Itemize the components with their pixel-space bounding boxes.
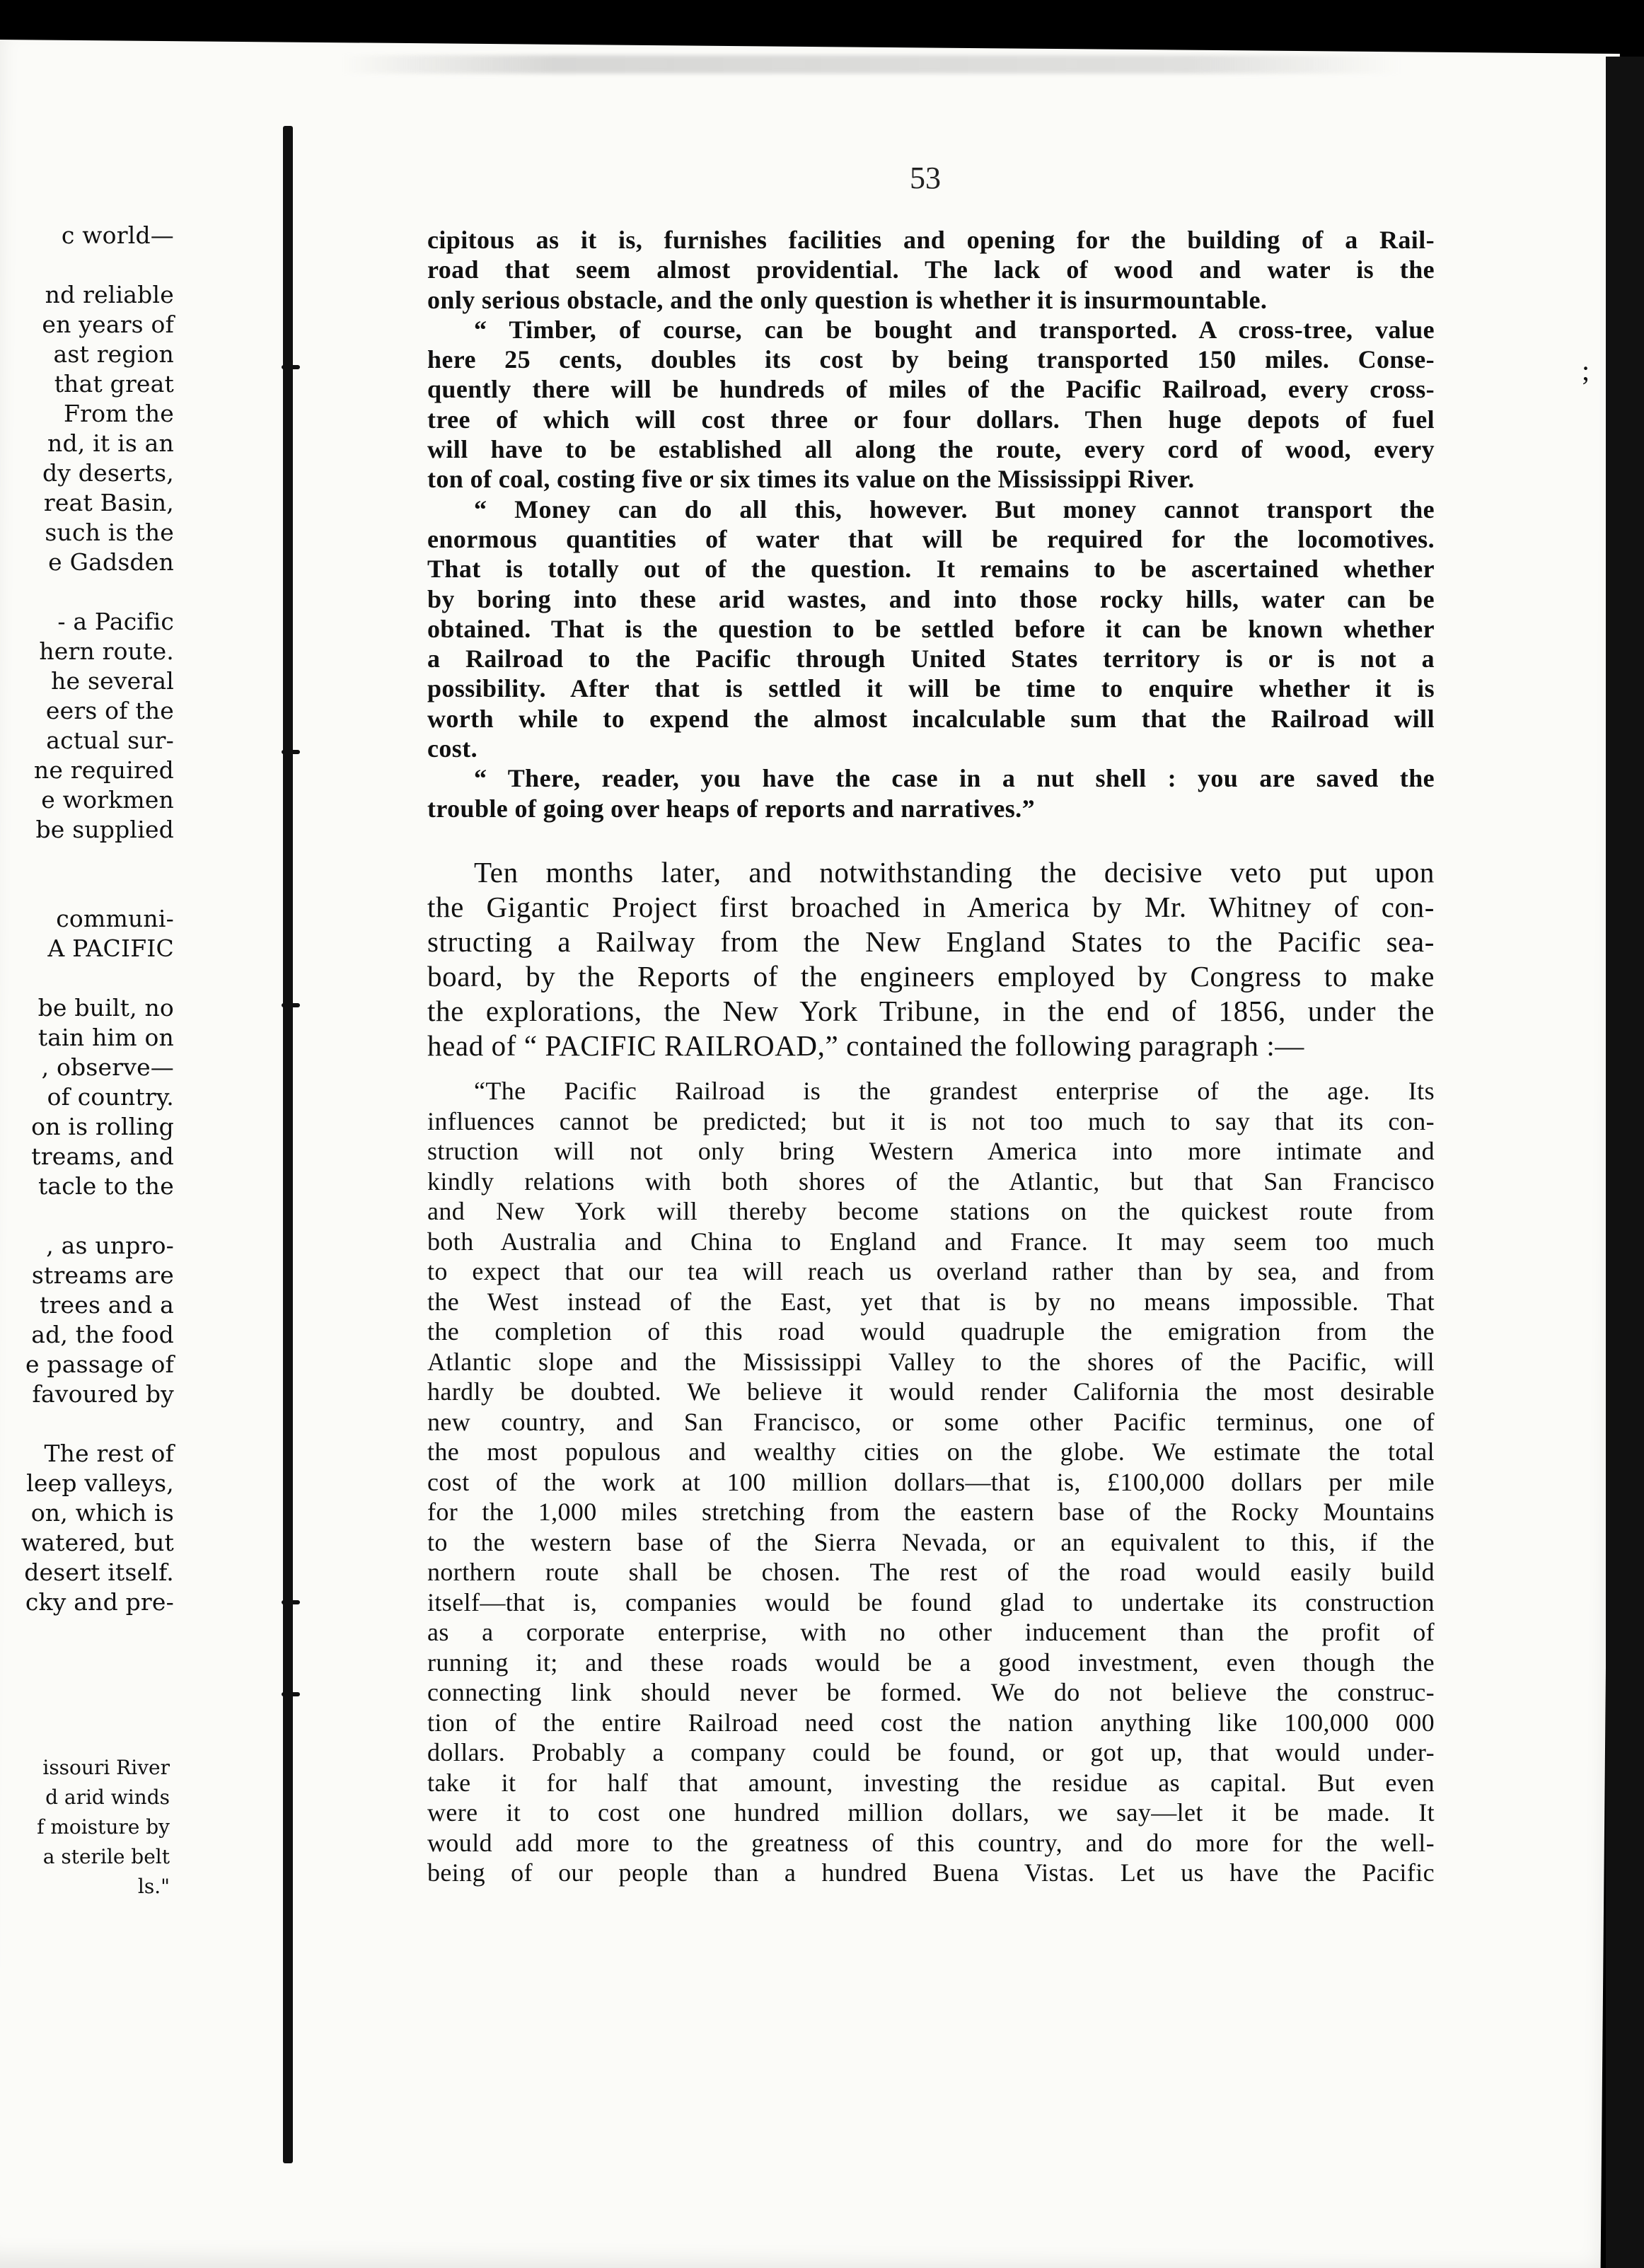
quote-line: struction will not only bring Western America into more intimate and <box>427 1137 1435 1165</box>
quoted-passage-2 <box>427 1076 1435 1888</box>
previous-page-line <box>0 874 174 904</box>
quote-line: kindly relations with both shores of the Atlantic, but that San Francisco <box>427 1167 1435 1196</box>
previous-page-line: on is rolling <box>31 1113 174 1140</box>
quote-line: quently there will be hundreds of miles of the Pacific Railroad, every cross- <box>427 375 1435 404</box>
quote-line: influences cannot be predicted; but it is not too much to say that its con- <box>427 1106 1435 1135</box>
quote-line: cost of the work at 100 million dollars—that is, £100,000 dollars per mile <box>427 1467 1435 1496</box>
quote-line: were it to cost one hundred million dollars, we say—let it be made. It <box>427 1798 1435 1827</box>
margin-mark: ; <box>1582 354 1590 386</box>
previous-page-line: on, which is <box>30 1499 174 1527</box>
quote-line: here 25 cents, doubles its cost by being transported 150 miles. Conse- <box>427 345 1435 374</box>
previous-page-line <box>0 250 174 280</box>
page-number: 53 <box>910 161 941 195</box>
quote-line: the most populous and wealthy cities on the globe. We estimate the total <box>427 1437 1435 1466</box>
quote-line: running it; and these roads would be a good investment, even though the <box>427 1648 1435 1677</box>
quote-line: will have to be established all along the route, every cord of wood, every <box>427 435 1435 464</box>
previous-page-line: e workmen <box>41 786 174 814</box>
previous-page-line: desert itself. <box>24 1558 174 1586</box>
narrative-line: board, by the Reports of the engineers employed by Congress to make <box>427 960 1435 993</box>
previous-page-line: of country. <box>47 1083 174 1111</box>
quote-line: would add more to the greatness of this country, and do more for the well- <box>427 1828 1435 1857</box>
previous-page-line: such is the <box>45 519 174 546</box>
quote-line: only serious obstacle, and the only question is whether it is insurmountable. <box>427 285 1268 314</box>
previous-page-line: ast region <box>53 340 174 368</box>
narrative-paragraph <box>427 855 1435 1063</box>
previous-page-line: hern route. <box>39 637 174 665</box>
previous-page-line: cky and pre- <box>25 1588 174 1616</box>
previous-page-line <box>0 577 174 607</box>
quote-line: both Australia and China to England and France. It may seem too much <box>427 1227 1435 1256</box>
quote-line: obtained. That is the question to be settled before it can be known whether <box>427 614 1435 643</box>
previous-page-line: he several <box>51 667 174 695</box>
quote-line: as a corporate enterprise, with no other inducement than the profit of <box>427 1618 1435 1646</box>
quote-line: possibility. After that is settled it will be time to enquire whether it is <box>427 674 1435 703</box>
previous-page-line: favoured by <box>32 1380 174 1408</box>
previous-page-line: be built, no <box>37 994 174 1022</box>
previous-page-line: that great <box>54 370 174 398</box>
quoted-passage-1 <box>427 225 1435 823</box>
previous-page-footnote <box>0 1753 170 1902</box>
previous-page-line: streams are <box>31 1261 174 1289</box>
previous-page-line: ad, the food <box>31 1321 174 1348</box>
narrative-line: head of “ PACIFIC RAILROAD,” contained the following paragraph :— <box>427 1029 1304 1062</box>
previous-page-note-line: ls." <box>137 1875 170 1898</box>
previous-page-line: , observe— <box>41 1053 174 1081</box>
previous-page-line: leep valleys, <box>26 1469 174 1497</box>
quote-line: a Railroad to the Pacific through United States territory is or is not a <box>427 644 1435 673</box>
previous-page-line: en years of <box>42 311 174 338</box>
narrative-line: the explorations, the New York Tribune, in the end of 1856, under the <box>427 995 1435 1027</box>
previous-page-note-line: d arid winds <box>45 1786 170 1809</box>
quote-line: ton of coal, costing five or six times its value on the Mississippi River. <box>427 465 1195 494</box>
quote-line: enormous quantities of water that will be required for the locomotives. <box>427 524 1435 553</box>
quote-line: take it for half that amount, investing the residue as capital. But even <box>427 1768 1435 1797</box>
previous-page-line: A PACIFIC <box>47 935 174 962</box>
quote-line: worth while to expend the almost incalculable sum that the Railroad will <box>427 704 1435 733</box>
previous-page-line <box>0 1201 174 1231</box>
previous-page-line: , as unpro- <box>46 1232 174 1259</box>
quote-line: to the western base of the Sierra Nevada, or an equivalent to this, if the <box>427 1527 1435 1556</box>
previous-page-line: trees and a <box>40 1291 174 1319</box>
quote-line: cost. <box>427 734 477 763</box>
quote-line: dollars. Probably a company could be found, or got up, that would under- <box>427 1738 1435 1766</box>
quote-line: connecting link should never be formed. We do not believe the construc- <box>427 1678 1435 1706</box>
quote-line: “The Pacific Railroad is the grandest enterprise of the age. Its <box>474 1077 1435 1105</box>
previous-page-line <box>0 964 174 993</box>
quote-line: the West instead of the East, yet that is by no means impossible. That <box>427 1287 1435 1316</box>
quote-line: hardly be doubted. We believe it would render California the most desirable <box>427 1377 1435 1406</box>
previous-page-line: watered, but <box>21 1529 174 1556</box>
previous-page-line: communi- <box>56 905 174 932</box>
previous-page-line <box>0 845 174 874</box>
quote-line: and New York will thereby become stations on the quickest route from <box>427 1197 1435 1225</box>
previous-page-line: actual sur- <box>46 727 174 754</box>
previous-page-line: nd, it is an <box>47 429 174 457</box>
previous-page-line: e passage of <box>25 1350 174 1378</box>
narrative-line: structing a Railway from the New England States to the Pacific sea- <box>427 925 1435 958</box>
previous-page-line: c world— <box>61 221 174 249</box>
previous-page-note-line: issouri River <box>42 1756 170 1779</box>
previous-page-line: be supplied <box>35 816 174 843</box>
binding-notch <box>282 750 300 754</box>
previous-page-line: dy deserts, <box>42 459 174 487</box>
binding-notch <box>282 1003 300 1007</box>
quote-line: the completion of this road would quadruple the emigration from the <box>427 1317 1435 1346</box>
quote-line: “ Money can do all this, however. But money cannot transport the <box>474 494 1435 523</box>
quote-line: “ There, reader, you have the case in a nut shell : you are saved the <box>474 764 1435 793</box>
quote-line: “ Timber, of course, can be bought and transported. A cross-tree, value <box>474 315 1435 344</box>
previous-page-line: The rest of <box>44 1440 174 1467</box>
previous-page-line: nd reliable <box>45 281 174 308</box>
quote-line: northern route shall be chosen. The rest of the road would easily build <box>427 1558 1435 1586</box>
previous-page-note-line: f moisture by <box>37 1815 170 1839</box>
quote-line: That is totally out of the question. It remains to be ascertained whether <box>427 555 1435 584</box>
previous-page-line <box>0 1409 174 1439</box>
quote-line: new country, and San Francisco, or some other Pacific terminus, one of <box>427 1407 1435 1436</box>
quote-line: trouble of going over heaps of reports and narratives.” <box>427 794 1035 823</box>
previous-page-line: tain him on <box>37 1024 174 1051</box>
previous-page-line: reat Basin, <box>43 489 174 516</box>
previous-page-column <box>0 221 174 1617</box>
quote-line: cipitous as it is, furnishes facilities and opening for the building of a Rail- <box>427 226 1435 254</box>
quote-line: tree of which will cost three or four dollars. Then huge depots of fuel <box>427 405 1435 434</box>
previous-page-note-line: a sterile belt <box>42 1845 170 1868</box>
quote-line: tion of the entire Railroad need cost the nation anything like 100,000 000 <box>427 1708 1435 1737</box>
previous-page-line: eers of the <box>45 697 174 724</box>
previous-page-line: treams, and <box>31 1142 174 1170</box>
previous-page-line: tacle to the <box>37 1172 174 1200</box>
quote-line: for the 1,000 miles stretching from the eastern base of the Rocky Mountains <box>427 1498 1435 1526</box>
previous-page-line: e Gadsden <box>48 548 174 576</box>
quote-line: to expect that our tea will reach us overland rather than by sea, and from <box>427 1257 1435 1285</box>
binding-rule <box>283 126 293 2163</box>
quote-line: Atlantic slope and the Mississippi Valley to the shores of the Pacific, will <box>427 1347 1435 1376</box>
quote-line: road that seem almost providential. The lack of wood and water is the <box>427 255 1435 284</box>
scan-border-right <box>1606 57 1644 2268</box>
binding-notch <box>282 365 300 369</box>
quote-line: itself—that is, companies would be found glad to undertake its construction <box>427 1587 1435 1616</box>
narrative-line: Ten months later, and notwithstanding the decisive veto put upon <box>474 856 1435 889</box>
quote-line: by boring into these arid wastes, and into those rocky hills, water can be <box>427 584 1435 613</box>
quote-line: being of our people than a hundred Buena Vistas. Let us have the Pacific <box>427 1858 1435 1887</box>
previous-page-line: - a Pacific <box>57 608 174 635</box>
binding-notch <box>282 1692 300 1696</box>
narrative-line: the Gigantic Project first broached in America by Mr. Whitney of con- <box>427 891 1435 923</box>
previous-page-line: From the <box>64 400 174 427</box>
binding-notch <box>282 1600 300 1604</box>
previous-page-line: ne required <box>33 756 174 784</box>
bleed-through-text <box>340 55 1401 74</box>
